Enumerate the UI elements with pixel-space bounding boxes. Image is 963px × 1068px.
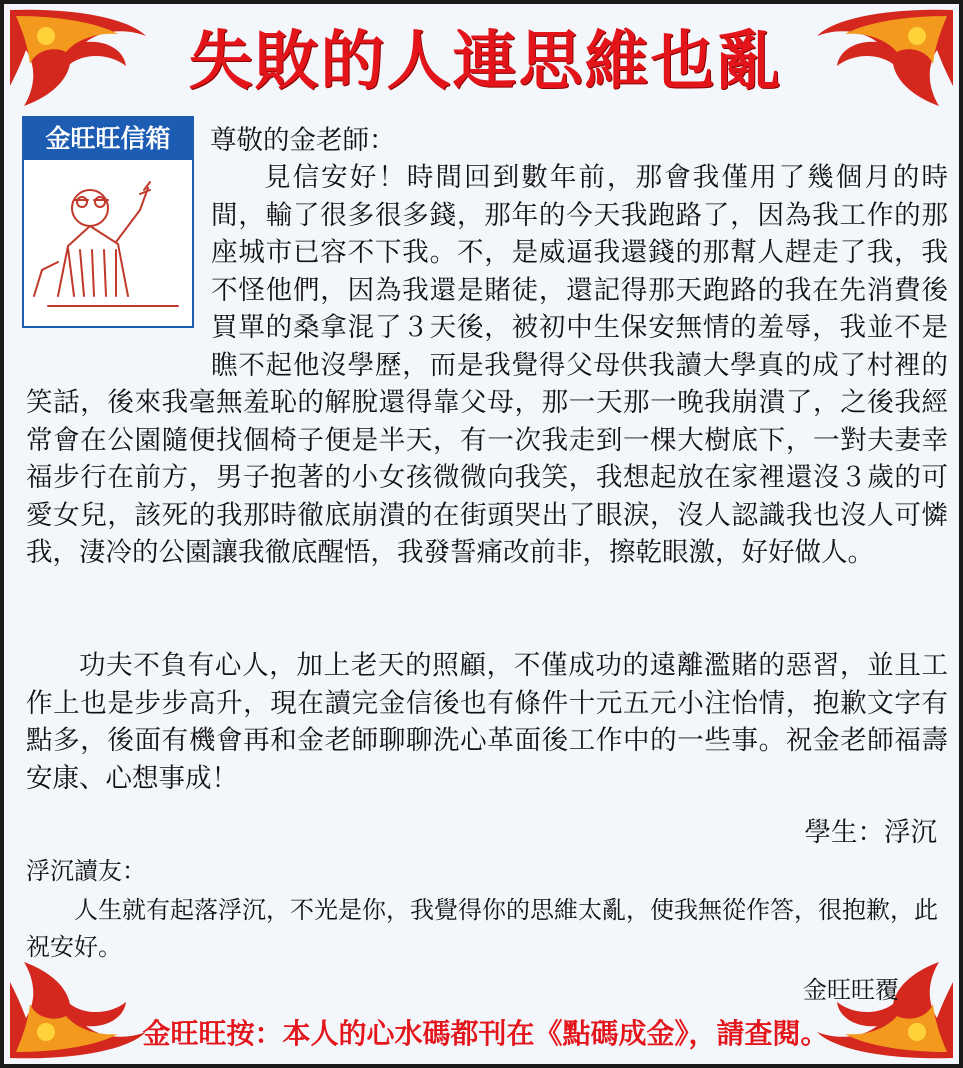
letter-salutation: 尊敬的金老師： [210, 125, 396, 156]
reply-body [26, 892, 948, 966]
column-label: 金旺旺信箱 [24, 118, 192, 160]
letter-body-second [26, 647, 948, 797]
reply-signature: 金旺旺覆 [803, 976, 899, 1004]
headline: 失敗的人連思維也亂 [188, 25, 783, 99]
reply-greeting: 浮沉讀友： [26, 857, 146, 885]
letter-paragraph-2: 功夫不負有心人，加上老天的照顧，不僅成功的遠離濫賭的惡習，並且工作上也是步步高升，現在讀完金信後也有條件十元五元小注怡情，抱歉文字有點多，後面有機會再和金老師聊聊洗心革面後工作中的一些事。祝金老師福壽安康、心想事成！ [26, 650, 948, 794]
reply-paragraph: 人生就有起落浮沉，不光是你，我覺得你的思維太亂，使我無從作答，很抱歉，此祝安好。 [26, 896, 938, 961]
editor-note: 金旺旺按：本人的心水碼都刊在《點碼成金》，請查閱。 [142, 1017, 829, 1050]
letter-body-main [26, 159, 948, 572]
letter-signature: 學生：浮沉 [804, 817, 937, 848]
letter-paragraph-1: 見信安好！時間回到數年前，那會我僅用了幾個月的時間，輸了很多很多錢，那年的今天我跑路了，因為我工作的那座城市已容不下我。不，是威逼我還錢的那幫人趕走了我，我不怪他們，因為我還是賭徒，還記得那天跑路的我在先消費後買單的桑拿混了３天後，被初中生保安無情的羞辱，我並不是瞧不起他沒學歷，而是我覺得父母供我讀大學真的成了村裡的笑話，後來我毫無羞恥的解脫還得靠父母，那一天那一晚我崩潰了，之後我經常會在公園隨便找個椅子便是半天，有一次我走到一棵大樹底下，一對夫妻幸福步行在前方，男子抱著的小女孩微微向我笑，我想起放在家裡還沒３歲的可愛女兒，該死的我那時徹底崩潰的在街頭哭出了眼淚，沒人認識我也沒人可憐我，淒冷的公園讓我徹底醒悟，我發誓痛改前非，擦乾眼激，好好做人。 [26, 162, 948, 568]
badge-spacer [26, 159, 211, 347]
